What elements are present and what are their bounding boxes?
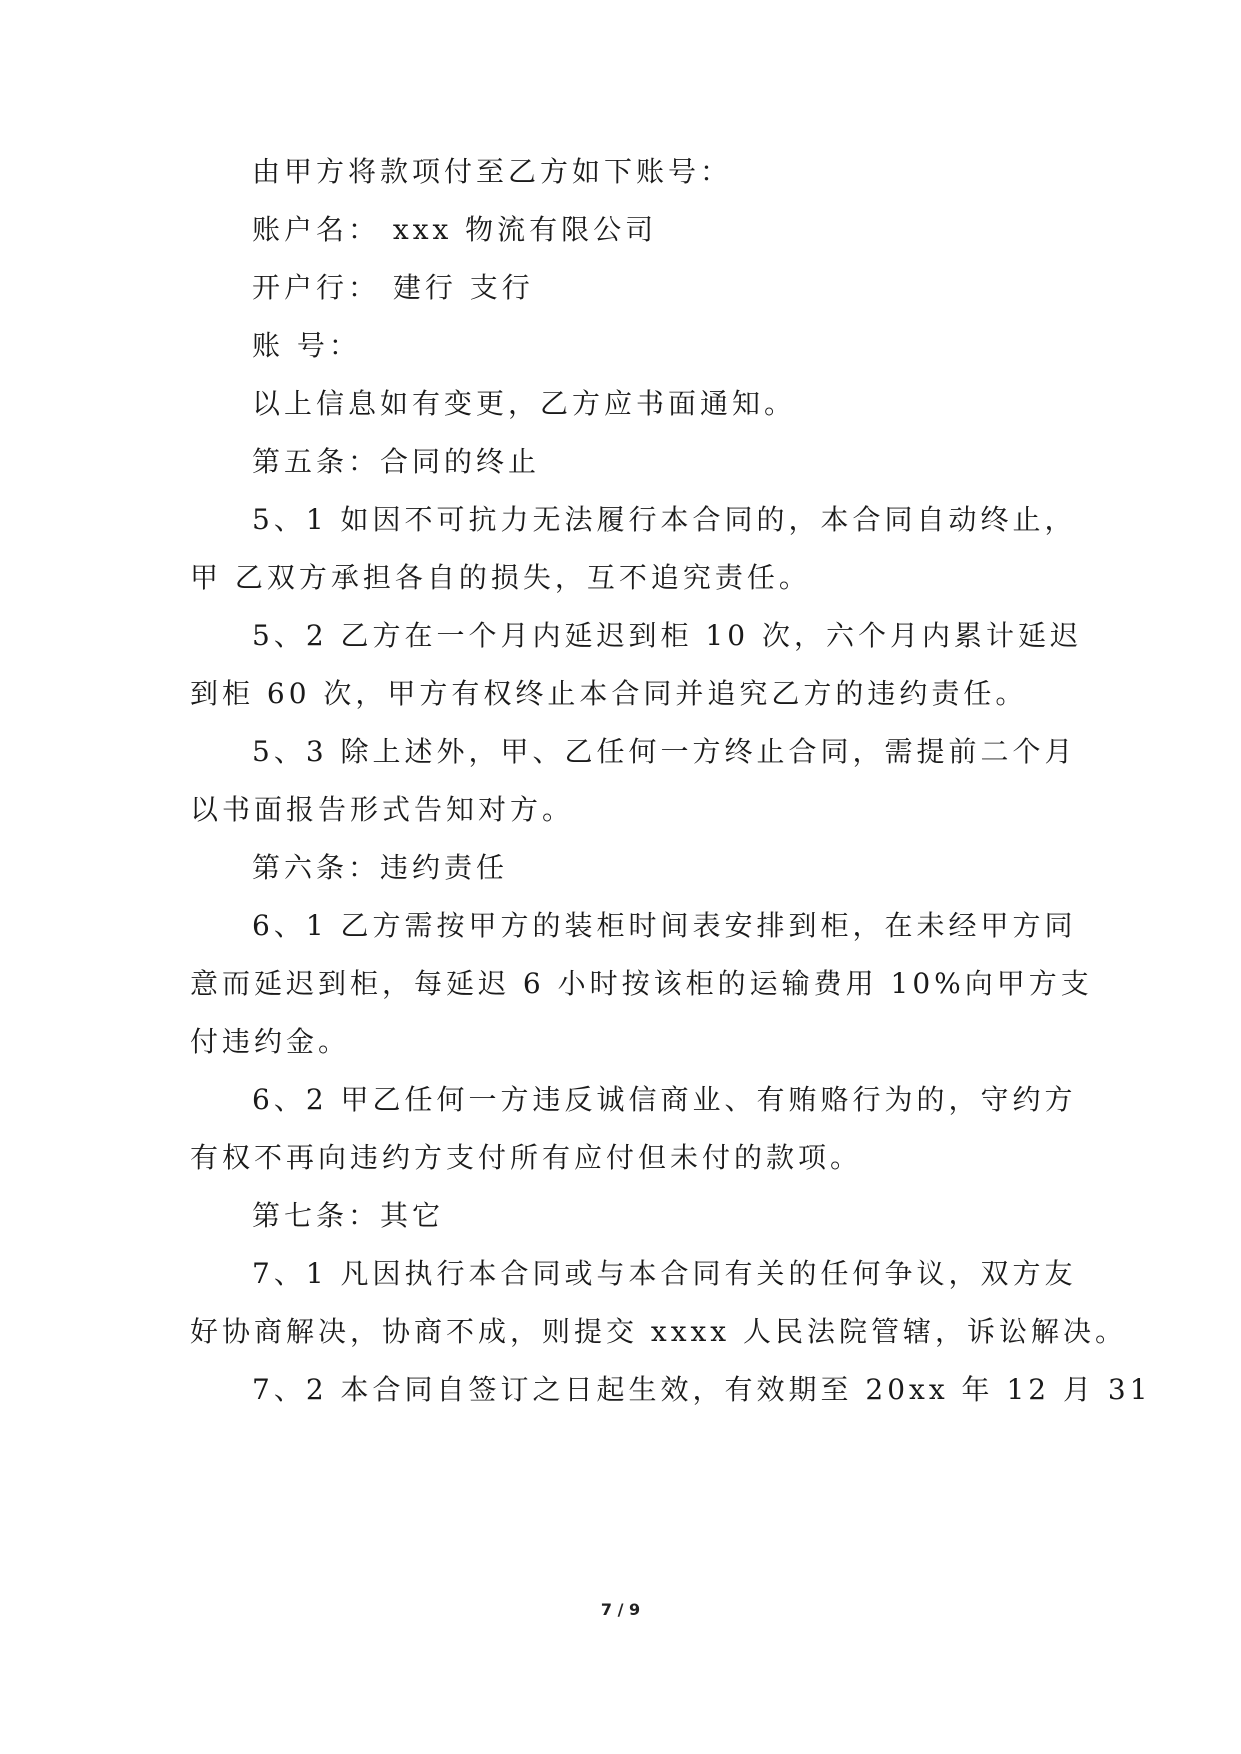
clause-text: 5、3 除上述外，甲、乙任何一方终止合同，需提前二个月 — [252, 735, 1077, 768]
clause-text: 意而延迟到柜，每延迟 6 小时按该柜的运输费用 10%向甲方支 — [190, 967, 1093, 1000]
clause-text: 以书面报告形式告知对方。 — [190, 793, 575, 826]
clause-text: 有权不再向违约方支付所有应付但未付的款项。 — [190, 1141, 863, 1174]
clause-text: 5、1 如因不可抗力无法履行本合同的，本合同自动终止， — [252, 503, 1077, 536]
clause-text: 付违约金。 — [190, 1025, 351, 1058]
text-line: 以上信息如有变更，乙方应书面通知。 — [252, 387, 797, 420]
clause-text: 7、1 凡因执行本合同或与本合同有关的任何争议，双方友 — [252, 1257, 1077, 1290]
page-number: 7 / 9 — [600, 1600, 641, 1619]
clause-text: 好协商解决，协商不成，则提交 xxxx 人民法院管辖，诉讼解决。 — [190, 1315, 1127, 1348]
text-line: 开户行： 建行 支行 — [252, 271, 534, 304]
text-line: 账户名： xxx 物流有限公司 — [252, 213, 658, 246]
clause-text: 5、2 乙方在一个月内延迟到柜 10 次，六个月内累计延迟 — [252, 619, 1082, 652]
section-heading: 第七条：其它 — [252, 1199, 445, 1232]
clause-text: 到柜 60 次，甲方有权终止本合同并追究乙方的违约责任。 — [190, 677, 1028, 710]
clause-text: 7、2 本合同自签订之日起生效，有效期至 20xx 年 12 月 31 — [252, 1373, 1152, 1406]
text-line: 由甲方将款项付至乙方如下账号： — [252, 155, 733, 188]
section-heading: 第五条：合同的终止 — [252, 445, 541, 478]
text-line: 账 号： — [252, 329, 361, 362]
clause-text: 6、1 乙方需按甲方的装柜时间表安排到柜，在未经甲方同 — [252, 909, 1077, 942]
section-heading: 第六条：违约责任 — [252, 851, 509, 884]
clause-text: 甲 乙双方承担各自的损失，互不追究责任。 — [190, 561, 811, 594]
clause-text: 6、2 甲乙任何一方违反诚信商业、有贿赂行为的，守约方 — [252, 1083, 1077, 1116]
